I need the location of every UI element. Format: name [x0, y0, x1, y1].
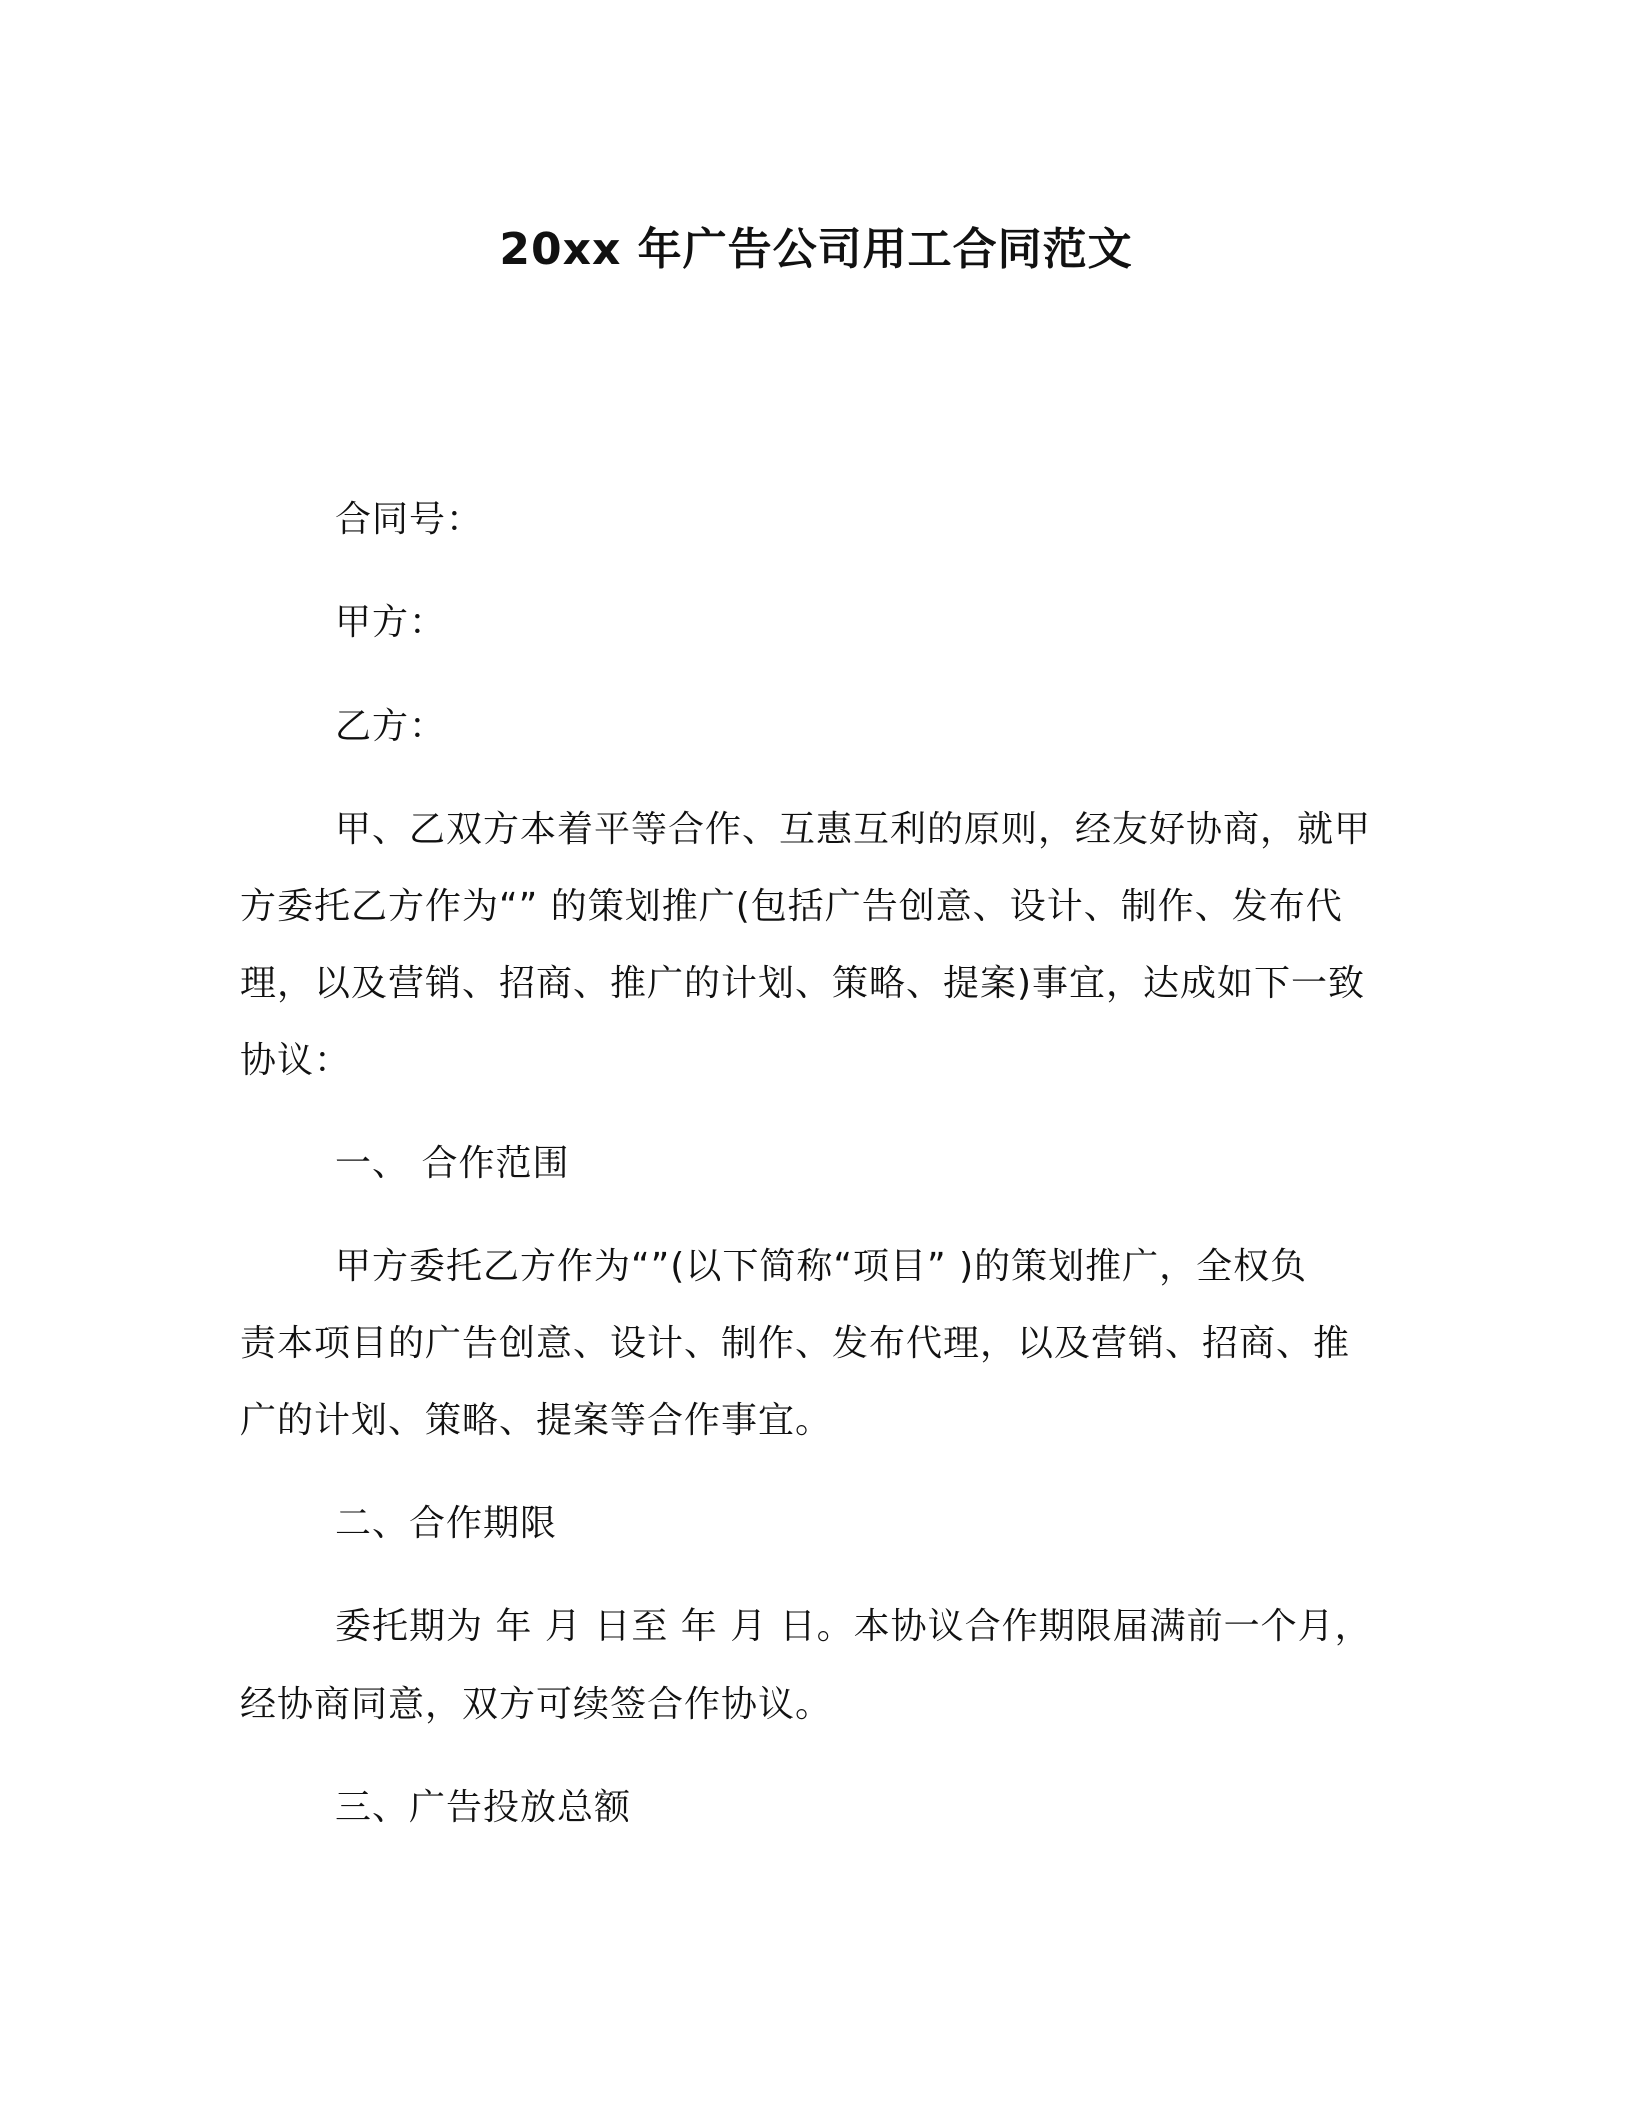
- document-title: 20xx 年广告公司用工合同范文: [499, 224, 1133, 275]
- section-1-line-2: 责本项目的广告创意、设计、制作、发布代理，以及营销、招商、推: [240, 1323, 1351, 1364]
- section-2-heading: 二、合作期限: [335, 1503, 558, 1544]
- section-2-line-1: 委托期为 年 月 日至 年 月 日。本协议合作期限届满前一个月，: [335, 1606, 1372, 1647]
- intro-line-4: 协议：: [240, 1040, 352, 1081]
- intro-line-1: 甲、乙双方本着平等合作、互惠互利的原则，经友好协商，就甲: [335, 809, 1372, 850]
- section-2-line-2: 经协商同意，双方可续签合作协议。: [240, 1684, 833, 1725]
- section-1-line-3: 广的计划、策略、提案等合作事宜。: [240, 1400, 833, 1441]
- section-1-line-1: 甲方委托乙方作为“”(以下简称“项目” )的策划推广，全权负: [335, 1246, 1308, 1287]
- party-a-label: 甲方：: [335, 602, 447, 643]
- section-3-heading: 三、广告投放总额: [335, 1787, 632, 1828]
- party-b-label: 乙方：: [335, 706, 447, 747]
- intro-line-2: 方委托乙方作为“” 的策划推广(包括广告创意、设计、制作、发布代: [240, 886, 1343, 927]
- intro-line-3: 理，以及营销、招商、推广的计划、策略、提案)事宜，达成如下一致: [240, 963, 1366, 1004]
- contract-number-label: 合同号：: [335, 499, 484, 540]
- section-1-heading: 一、 合作范围: [335, 1143, 570, 1184]
